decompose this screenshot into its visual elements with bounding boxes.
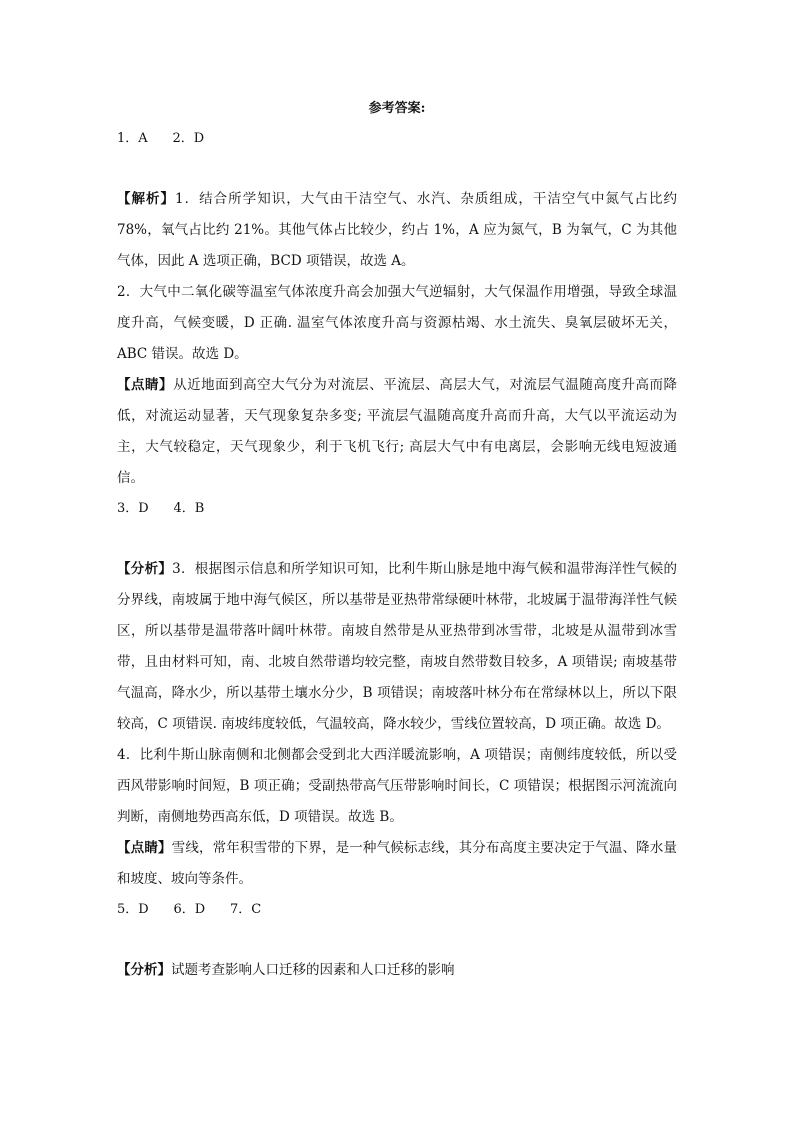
- spacer: [117, 925, 677, 955]
- page-title: 参考答案:: [368, 101, 426, 116]
- answer-line-2: 3．D 4．B: [117, 501, 205, 516]
- tip-tag: 【点睛】: [117, 377, 174, 393]
- tip-text-1: 从近地面到高空大气分为对流层、平流层、高层大气，对流层气温随高度升高而降低，对流运动显著，天气现象复杂多变; 平流层气温随高度升高而升高，大气以平流运动为主，大气较稳定，天气现象少，利于飞机飞行; 高层大气中有电离层，会影响无线电短波通信。: [117, 377, 678, 486]
- analysis-tag: 【解析】: [117, 191, 176, 207]
- tip-tag: 【点睛】: [117, 840, 172, 856]
- tip-paragraph-1: [117, 370, 677, 494]
- spacer: [117, 524, 677, 554]
- analysis-text-5: 试题考查影响人口迁移的因素和人口迁移的影响: [171, 962, 455, 978]
- analysis-paragraph-3: [117, 554, 677, 740]
- answer-line-1: 1．A 2．D: [117, 131, 205, 146]
- tip-text-2: 雪线，常年积雪带的下界，是一种气候标志线，其分布高度主要决定于气温、降水量和坡度、坡向等条件。: [117, 840, 678, 887]
- analysis-paragraph-1: [117, 184, 677, 277]
- analysis-paragraph-5: [117, 955, 677, 986]
- tip-paragraph-2: [117, 833, 677, 895]
- analysis-paragraph-4: 4．比利牛斯山脉南侧和北侧都会受到北大西洋暖流影响，A 项错误；南侧纬度较低，所以受西风带影响时间短，B 项正确；受副热带高气压带影响时间长，C 项错误；根据图示河流流向判断，南侧地势西高东低，D 项错误。故选 B。: [117, 747, 677, 825]
- analysis-text-3: 3．根据图示信息和所学知识可知，比利牛斯山脉是地中海气候和温带海洋性气候的分界线，南坡属于地中海气候区，所以基带是亚热带常绿硬叶林带，北坡属于温带海洋性气候区，所以基带是温带落叶阔叶林带。南坡自然带是从亚热带到冰雪带，北坡是从温带到冰雪带，且由材料可知，南、北坡自然带谱均较完整，南坡自然带数目较多，A 项错误; 南坡基带气温高，降水少，所以基带土壤水分少，B 项错误；南坡落叶林分布在常绿林以上，所以下限较高，C 项错误. 南坡纬度较低，气温较高，降水较少，雪线位置较高，D 项正确。故选 D。: [117, 561, 677, 732]
- answer-page: [117, 96, 677, 986]
- spacer: [117, 154, 677, 184]
- analysis-tag: 【分析】: [117, 561, 173, 577]
- analysis-text-1: 1．结合所学知识，大气由干洁空气、水汽、杂质组成，干洁空气中氮气占比约78%，氧气占比约 21%。其他气体占比较少，约占 1%，A 应为氮气，B 为氧气，C 为其他气体，因此 A 选项正确，BCD 项错误，故选 A。: [117, 191, 677, 269]
- analysis-tag: 【分析】: [117, 962, 171, 978]
- answer-line-3: 5．D 6．D 7．C: [117, 902, 262, 917]
- analysis-paragraph-2: 2．大气中二氧化碳等温室气体浓度升高会加强大气逆辐射，大气保温作用增强，导致全球温度升高，气候变暖，D 正确. 温室气体浓度升高与资源枯竭、水土流失、臭氧层破坏无关，ABC 错误。故选 D。: [117, 284, 677, 362]
